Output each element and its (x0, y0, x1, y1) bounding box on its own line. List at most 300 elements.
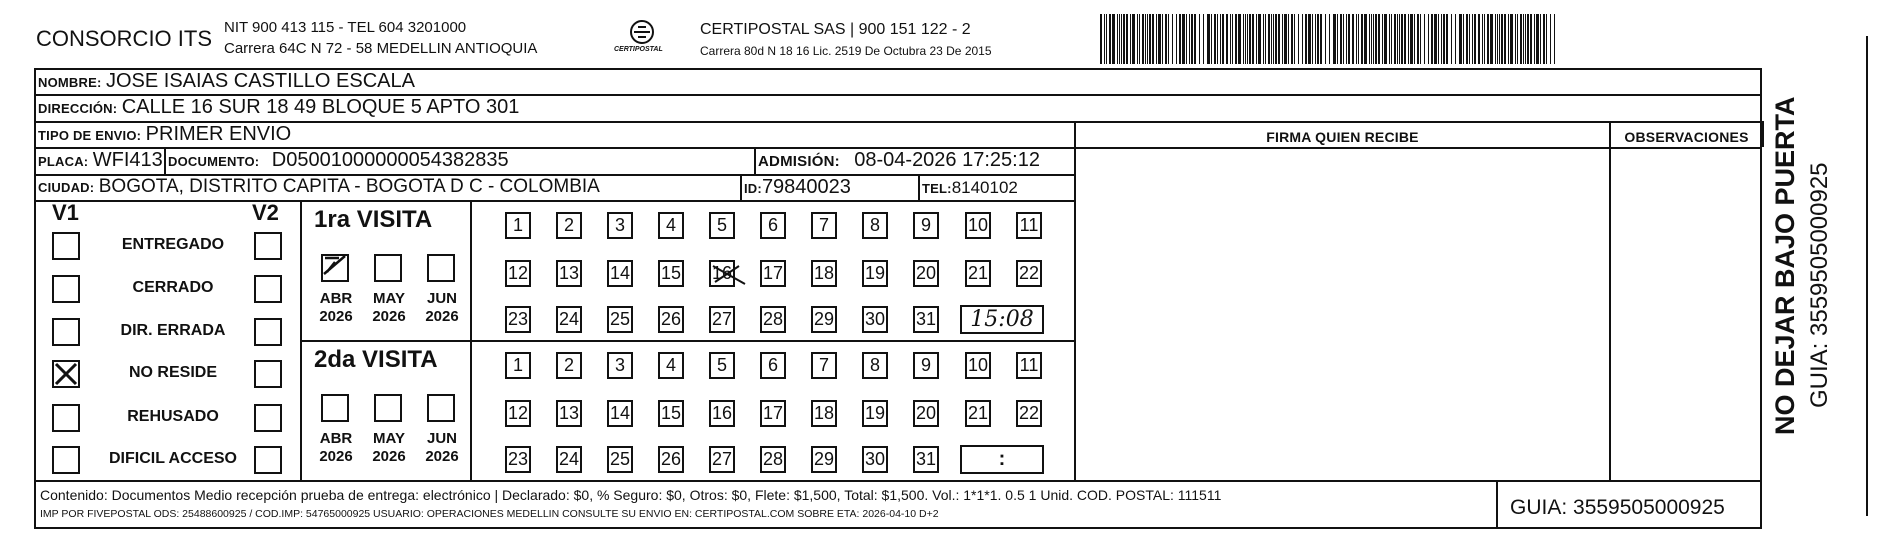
day-box[interactable]: 1 (505, 352, 531, 379)
day-box[interactable]: 23 (505, 446, 531, 473)
company-nit: NIT 900 413 115 - TEL 604 3201000 (224, 19, 467, 36)
barcode-bar (1424, 14, 1425, 64)
barcode-bar (1165, 14, 1167, 64)
month-label (366, 430, 412, 466)
barcode-bar (1501, 14, 1503, 64)
barcode-bar (1417, 14, 1419, 64)
day-box[interactable]: 25 (607, 446, 633, 473)
barcode-bar (1333, 14, 1336, 64)
barcode-bar (1482, 14, 1483, 64)
barcode-bar (1273, 14, 1274, 64)
barcode-bar (1220, 14, 1221, 64)
barcode (1100, 14, 1558, 64)
barcode-bar (1176, 14, 1177, 64)
barcode-bar (1199, 14, 1200, 64)
barcode-bar (1434, 14, 1437, 64)
barcode-bar (1356, 14, 1357, 64)
v1-checkbox[interactable] (52, 232, 80, 260)
barcode-bar (1523, 14, 1524, 64)
barcode-bar (1214, 14, 1216, 64)
barcode-bar (1232, 14, 1233, 64)
day-box[interactable]: 5 (709, 352, 735, 379)
month-checkbox[interactable] (374, 254, 402, 282)
barcode-bar (1369, 14, 1370, 64)
barcode-bar (1401, 14, 1403, 64)
day-box[interactable]: 25 (607, 306, 633, 333)
barcode-bar (1484, 14, 1485, 64)
ciudad-value: BOGOTA, DISTRITO CAPITA - BOGOTA D C - COLOMBIA (98, 176, 600, 197)
barcode-bar (1517, 14, 1518, 64)
placa-cell (38, 149, 163, 172)
admision-label: ADMISIÓN: (758, 153, 840, 170)
barcode-bar (1137, 14, 1138, 64)
status-label: REHUSADO (127, 408, 219, 425)
day-box[interactable]: 19 (862, 400, 888, 427)
v2-checkbox[interactable] (254, 232, 282, 260)
day-box[interactable]: 10 (965, 212, 991, 239)
header (0, 0, 1882, 70)
day-box[interactable]: 17 (760, 400, 786, 427)
barcode-bar (1156, 14, 1157, 64)
day-box[interactable]: 13 (556, 260, 582, 287)
barcode-bar (1252, 14, 1254, 64)
tipo-value: PRIMER ENVIO (145, 123, 292, 145)
barcode-bar (1226, 14, 1228, 64)
barcode-bar (1358, 14, 1359, 64)
barcode-bar (1263, 14, 1264, 64)
day-box[interactable]: 13 (556, 400, 582, 427)
footer-imp: IMP POR FIVEPOSTAL ODS: 25488600925 / COD.IMP: 54765000925 USUARIO: OPERACIONES MEDELLIN CONSULTE SU ENVIO EN: CERTIPOSTAL.COM SOBRE ETA: 2026-04-10 D+2 (40, 508, 939, 520)
certipostal-logo-icon (612, 18, 672, 60)
day-box[interactable]: 24 (556, 446, 582, 473)
day-box[interactable]: 6 (760, 212, 786, 239)
x-mark-icon (54, 362, 78, 386)
ciudad-cell (38, 176, 600, 198)
day-box[interactable]: 30 (862, 446, 888, 473)
logo-text: CERTIPOSTAL (614, 46, 663, 53)
barcode-bar (1530, 14, 1532, 64)
barcode-bar (1325, 14, 1326, 64)
day-box[interactable]: 15 (658, 400, 684, 427)
barcode-bar (1340, 14, 1342, 64)
barcode-bar (1238, 14, 1241, 64)
id-cell (744, 176, 851, 199)
day-box[interactable]: 24 (556, 306, 582, 333)
barcode-bar (1414, 14, 1415, 64)
day-box[interactable]: 22 (1016, 260, 1042, 287)
day-box[interactable]: 2 (556, 352, 582, 379)
barcode-bar (1152, 14, 1154, 64)
day-box[interactable]: 28 (760, 306, 786, 333)
day-box[interactable]: 9 (913, 352, 939, 379)
barcode-bar (1112, 14, 1115, 64)
day-box[interactable]: 17 (760, 260, 786, 287)
barcode-bar (1194, 14, 1196, 64)
month-label (313, 290, 359, 326)
day-box[interactable]: 2 (556, 212, 582, 239)
v2-checkbox[interactable] (254, 446, 282, 474)
barcode-bar (1534, 14, 1535, 64)
day-box[interactable]: 16 (709, 260, 735, 287)
barcode-bar (1182, 14, 1185, 64)
barcode-bar (1410, 14, 1413, 64)
barcode-bar (1469, 14, 1470, 64)
day-box[interactable]: 18 (811, 260, 837, 287)
barcode-bar (1474, 14, 1476, 64)
barcode-bar (1540, 14, 1541, 64)
barcode-bar (1320, 14, 1322, 64)
day-box[interactable]: 9 (913, 212, 939, 239)
barcode-bar (1329, 14, 1330, 64)
barcode-bar (1230, 14, 1231, 64)
side-no-dejar: NO DEJAR BAJO PUERTA (1770, 96, 1800, 435)
barcode-bar (1247, 14, 1248, 64)
barcode-bar (1191, 14, 1193, 64)
barcode-bar (1404, 14, 1406, 64)
barcode-bar (1268, 14, 1270, 64)
month-year: 2026 (319, 308, 353, 325)
day-box[interactable]: 3 (607, 212, 633, 239)
month-name: JUN (426, 290, 457, 307)
barcode-bar (1499, 14, 1500, 64)
day-box[interactable]: 7 (811, 212, 837, 239)
day-box[interactable]: 29 (811, 306, 837, 333)
barcode-bar (1455, 14, 1456, 64)
placa-value: WFI413 (92, 149, 163, 171)
barcode-bar (1490, 14, 1493, 64)
day-box[interactable]: 3 (607, 352, 633, 379)
barcode-bar (1109, 14, 1111, 64)
day-box[interactable]: 19 (862, 260, 888, 287)
day-box[interactable]: 22 (1016, 400, 1042, 427)
barcode-bar (1132, 14, 1135, 64)
day-box[interactable]: 31 (913, 446, 939, 473)
barcode-bar (1305, 14, 1307, 64)
barcode-bar (1189, 14, 1190, 64)
barcode-bar (1431, 14, 1433, 64)
admision-cell (758, 149, 1040, 172)
barcode-bar (1119, 14, 1120, 64)
barcode-bar (1463, 14, 1464, 64)
pen-mark-icon (321, 252, 349, 280)
day-box[interactable]: 26 (658, 306, 684, 333)
documento-value: D05001000000054382835 (271, 149, 509, 171)
barcode-bar (1317, 14, 1319, 64)
barcode-bar (1508, 14, 1509, 64)
barcode-bar (1378, 14, 1380, 64)
barcode-bar (1207, 14, 1210, 64)
month-checkbox[interactable] (321, 254, 349, 282)
barcode-bar (1373, 14, 1374, 64)
observaciones-header: OBSERVACIONES (1624, 129, 1749, 145)
footer-contenido: Contenido: Documentos Medio recepción prueba de entrega: electrónico | Declarado: $0, % Seguro: $0, Otros: $0, Flete: $1,500, Total: $1,500. Vol.: 1*1*1. 0.5 1 Unid. COD. POSTAL: 111511 (40, 487, 1222, 503)
barcode-bar (1361, 14, 1363, 64)
tipo-row (38, 123, 291, 146)
barcode-bar (1294, 14, 1295, 64)
barcode-bar (1504, 14, 1506, 64)
status-label: CERRADO (132, 279, 214, 296)
barcode-bar (1211, 14, 1212, 64)
direccion-row (38, 96, 519, 119)
barcode-bar (1459, 14, 1462, 64)
barcode-bar (1487, 14, 1489, 64)
barcode-bar (1525, 14, 1526, 64)
time-box[interactable]: : (960, 445, 1044, 474)
barcode-bar (1100, 14, 1102, 64)
admision-value: 08-04-2026 17:25:12 (854, 149, 1040, 171)
carrier-address: Carrera 80d N 18 16 Lic. 2519 De Octubra 23 De 2015 (700, 44, 992, 58)
barcode-bar (1346, 14, 1347, 64)
side-guia: GUIA: 3559505000925 (1806, 162, 1833, 408)
status-label: DIR. ERRADA (120, 322, 226, 339)
placa-label: PLACA: (38, 154, 89, 169)
footer-guia: GUIA: 3559505000925 (1510, 496, 1725, 519)
barcode-bar (1265, 14, 1266, 64)
barcode-bar (1308, 14, 1311, 64)
barcode-bar (1438, 14, 1439, 64)
barcode-bar (1382, 14, 1383, 64)
visit-title: 2da VISITA (314, 346, 438, 373)
day-box[interactable]: 28 (760, 446, 786, 473)
day-box[interactable]: 11 (1016, 352, 1042, 379)
barcode-bar (1446, 14, 1448, 64)
day-box[interactable]: 4 (658, 212, 684, 239)
day-box[interactable]: 1 (505, 212, 531, 239)
barcode-bar (1235, 14, 1237, 64)
day-box[interactable]: 15 (658, 260, 684, 287)
month-name: ABR (319, 430, 353, 447)
barcode-bar (1288, 14, 1289, 64)
barcode-bar (1203, 14, 1204, 64)
barcode-bar (1245, 14, 1246, 64)
day-box[interactable]: 18 (811, 400, 837, 427)
v2-checkbox[interactable] (254, 318, 282, 346)
barcode-bar (1443, 14, 1445, 64)
certipostal-logo (612, 18, 672, 60)
tel-value: 8140102 (951, 178, 1018, 197)
day-box[interactable]: 8 (862, 212, 888, 239)
barcode-bar (1106, 14, 1107, 64)
month-checkbox[interactable] (427, 254, 455, 282)
v1-checkbox[interactable] (52, 446, 80, 474)
barcode-bar (1515, 14, 1516, 64)
barcode-bar (1130, 14, 1131, 64)
barcode-bar (1466, 14, 1468, 64)
barcode-bar (1397, 14, 1398, 64)
barcode-bar (1408, 14, 1409, 64)
barcode-bar (1282, 14, 1283, 64)
ciudad-label: CIUDAD: (38, 180, 95, 195)
month-checkbox[interactable] (427, 394, 455, 422)
day-box[interactable]: 12 (505, 400, 531, 427)
tel-cell (922, 178, 1018, 198)
v1-checkbox[interactable] (52, 275, 80, 303)
id-label: ID: (744, 181, 762, 196)
day-box[interactable]: 20 (913, 400, 939, 427)
v1-checkbox[interactable] (52, 360, 80, 388)
day-box[interactable]: 29 (811, 446, 837, 473)
v1-checkbox[interactable] (52, 318, 80, 346)
barcode-bar (1258, 14, 1261, 64)
barcode-bar (1364, 14, 1367, 64)
status-label: ENTREGADO (121, 236, 225, 253)
barcode-bar (1123, 14, 1125, 64)
day-box[interactable]: 10 (965, 352, 991, 379)
barcode-bar (1495, 14, 1496, 64)
day-box[interactable]: 21 (965, 400, 991, 427)
barcode-bar (1394, 14, 1396, 64)
month-label (313, 430, 359, 466)
day-box[interactable]: 6 (760, 352, 786, 379)
barcode-bar (1536, 14, 1539, 64)
barcode-bar (1179, 14, 1181, 64)
month-checkbox[interactable] (321, 394, 349, 422)
barcode-bar (1348, 14, 1350, 64)
day-box[interactable]: 4 (658, 352, 684, 379)
day-box[interactable]: 27 (709, 306, 735, 333)
barcode-bar (1117, 14, 1118, 64)
barcode-bar (1546, 14, 1547, 64)
day-box[interactable]: 20 (913, 260, 939, 287)
barcode-bar (1256, 14, 1257, 64)
barcode-bar (1126, 14, 1128, 64)
barcode-bar (1162, 14, 1163, 64)
day-box[interactable]: 11 (1016, 212, 1042, 239)
day-box[interactable]: 16 (709, 400, 735, 427)
barcode-bar (1520, 14, 1522, 64)
barcode-bar (1389, 14, 1390, 64)
day-box[interactable]: 14 (607, 400, 633, 427)
barcode-bar (1478, 14, 1480, 64)
barcode-bar (1278, 14, 1280, 64)
time-box[interactable]: 15:08 (960, 305, 1044, 334)
barcode-bar (1315, 14, 1316, 64)
day-box[interactable]: 14 (607, 260, 633, 287)
barcode-bar (1428, 14, 1429, 64)
day-box[interactable]: 21 (965, 260, 991, 287)
barcode-bar (1291, 14, 1293, 64)
barcode-bar (1104, 14, 1105, 64)
month-name: MAY (373, 430, 405, 447)
barcode-bar (1497, 14, 1498, 64)
barcode-bar (1371, 14, 1372, 64)
company-address: Carrera 64C N 72 - 58 MEDELLIN ANTIOQUIA (224, 40, 538, 57)
documento-cell (168, 149, 509, 172)
barcode-bar (1543, 14, 1545, 64)
v1-checkbox[interactable] (52, 404, 80, 432)
day-box[interactable]: 12 (505, 260, 531, 287)
firma-header: FIRMA QUIEN RECIBE (1266, 129, 1419, 145)
visit-title: 1ra VISITA (314, 206, 433, 233)
barcode-bar (1142, 14, 1144, 64)
day-box[interactable]: 30 (862, 306, 888, 333)
barcode-bar (1527, 14, 1529, 64)
month-label (419, 430, 465, 466)
barcode-bar (1343, 14, 1344, 64)
barcode-bar (1352, 14, 1354, 64)
barcode-bar (1510, 14, 1513, 64)
day-box[interactable]: 26 (658, 446, 684, 473)
barcode-bar (1420, 14, 1421, 64)
day-box[interactable]: 7 (811, 352, 837, 379)
id-value: 79840023 (761, 176, 851, 198)
barcode-bar (1312, 14, 1313, 64)
day-box[interactable]: 5 (709, 212, 735, 239)
day-box[interactable]: 23 (505, 306, 531, 333)
barcode-bar (1391, 14, 1392, 64)
barcode-bar (1337, 14, 1338, 64)
barcode-bar (1158, 14, 1161, 64)
barcode-bar (1186, 14, 1187, 64)
v2-header: V2 (252, 200, 279, 225)
barcode-bar (1284, 14, 1287, 64)
barcode-bar (1441, 14, 1442, 64)
barcode-bar (1384, 14, 1387, 64)
tipo-label: TIPO DE ENVIO: (38, 128, 142, 143)
barcode-bar (1139, 14, 1140, 64)
tel-label: TEL: (922, 181, 952, 196)
month-year: 2026 (319, 448, 353, 465)
barcode-bar (1168, 14, 1169, 64)
v2-checkbox[interactable] (254, 275, 282, 303)
barcode-bar (1375, 14, 1377, 64)
barcode-bar (1298, 14, 1299, 64)
nombre-label: NOMBRE: (38, 75, 102, 90)
barcode-bar (1121, 14, 1122, 64)
month-checkbox[interactable] (374, 394, 402, 422)
barcode-bar (1147, 14, 1148, 64)
month-name: ABR (319, 290, 353, 307)
carrier-name: CERTIPOSTAL SAS | 900 151 122 - 2 (700, 21, 971, 38)
month-year: 2026 (372, 308, 406, 325)
barcode-bar (1243, 14, 1244, 64)
v2-checkbox[interactable] (254, 404, 282, 432)
barcode-bar (1222, 14, 1224, 64)
direccion-value: CALLE 16 SUR 18 49 BLOQUE 5 APTO 301 (121, 96, 520, 118)
pen-strike-icon (709, 260, 749, 296)
barcode-bar (1149, 14, 1151, 64)
v2-checkbox[interactable] (254, 360, 282, 388)
barcode-bar (1550, 14, 1551, 64)
month-name: JUN (426, 430, 457, 447)
day-box[interactable]: 31 (913, 306, 939, 333)
month-year: 2026 (372, 448, 406, 465)
day-box[interactable]: 27 (709, 446, 735, 473)
status-label: DIFICIL ACCESO (108, 450, 237, 467)
month-label (366, 290, 412, 326)
barcode-bar (1554, 14, 1555, 64)
month-name: MAY (373, 290, 405, 307)
barcode-bar (1275, 14, 1277, 64)
company-name: CONSORCIO ITS (36, 26, 213, 51)
month-year: 2026 (425, 448, 459, 465)
day-box[interactable]: 8 (862, 352, 888, 379)
status-label: NO RESIDE (128, 364, 217, 381)
barcode-bar (1145, 14, 1146, 64)
barcode-bar (1172, 14, 1173, 64)
nombre-value: JOSE ISAIAS CASTILLO ESCALA (105, 70, 415, 92)
barcode-bar (1451, 14, 1452, 64)
nombre-row (38, 70, 415, 93)
barcode-bar (1271, 14, 1272, 64)
barcode-bar (1472, 14, 1473, 64)
barcode-bar (1249, 14, 1251, 64)
month-year: 2026 (425, 308, 459, 325)
direccion-label: DIRECCIÓN: (38, 101, 118, 116)
barcode-bar (1302, 14, 1303, 64)
month-label (419, 290, 465, 326)
barcode-bar (1217, 14, 1218, 64)
